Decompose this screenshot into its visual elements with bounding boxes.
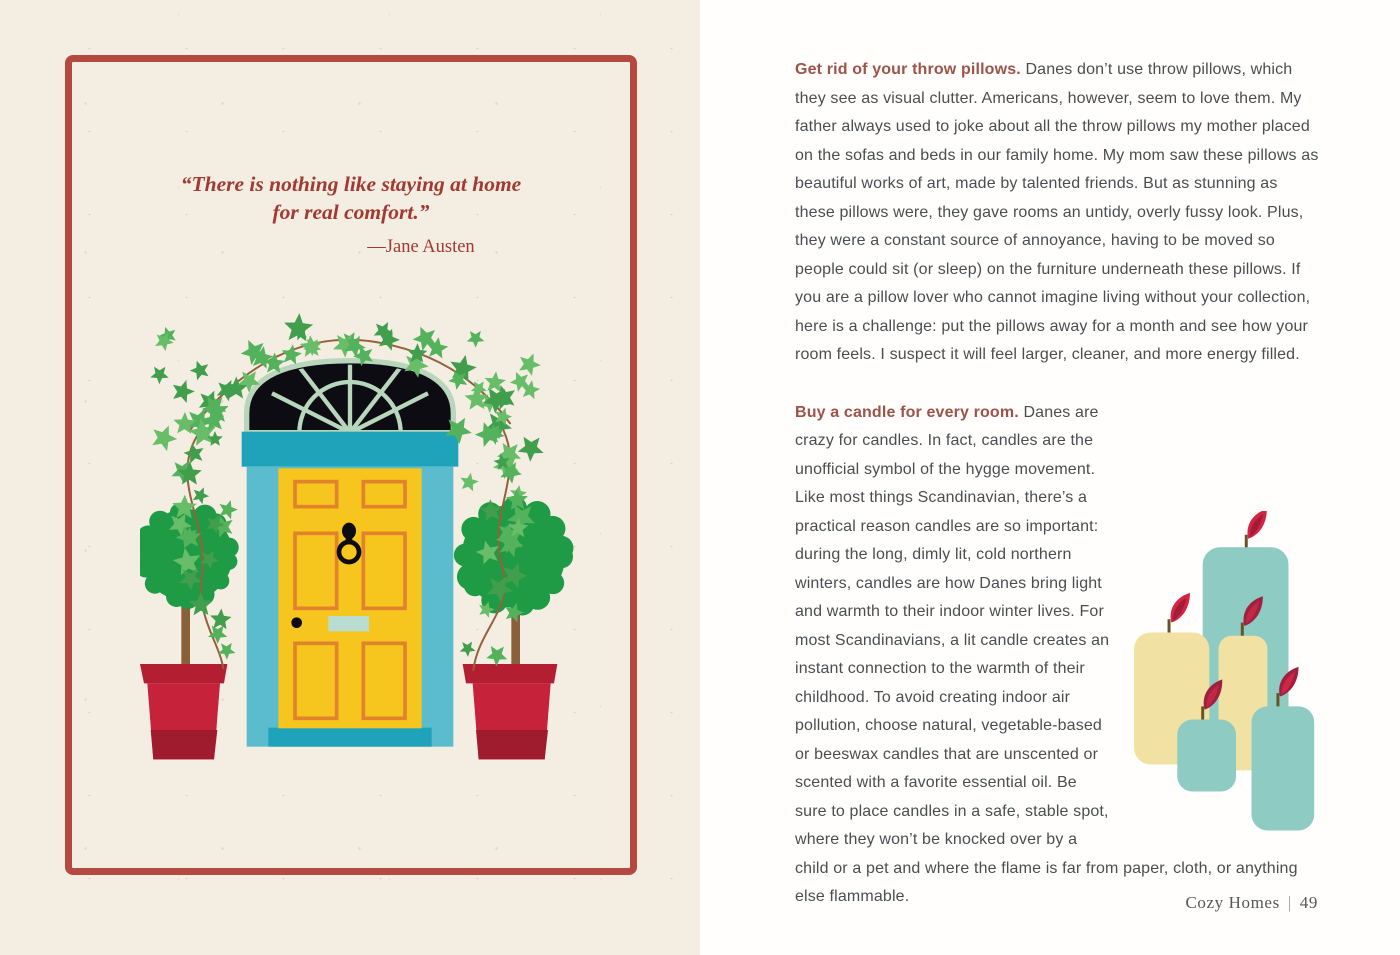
five-candles-art xyxy=(1125,511,1320,841)
footer-page-number: 49 xyxy=(1299,893,1318,912)
quote-line-2: for real comfort.” xyxy=(272,200,430,224)
right-page xyxy=(700,0,1400,955)
left-planter-pot xyxy=(140,664,227,759)
right-planter-pot xyxy=(463,664,558,759)
footer-section-title: Cozy Homes xyxy=(1185,893,1280,912)
fanlight-window xyxy=(247,361,454,433)
paragraph-candles xyxy=(795,399,1320,912)
candles-illustration xyxy=(1125,511,1320,841)
right-topiary xyxy=(454,496,574,673)
door-knob xyxy=(291,617,302,628)
body-text-column xyxy=(795,56,1320,912)
door-threshold xyxy=(268,728,431,747)
footer-separator: | xyxy=(1287,893,1292,912)
running-footer xyxy=(1185,893,1318,913)
paragraph-throw-pillows xyxy=(795,56,1320,370)
quote-attribution: —Jane Austen xyxy=(367,237,475,257)
paragraph-throw-pillows-body: Danes don’t use throw pillows, which they see as visual clutter. Americans, however, seem to love them. My father always used to joke about all the throw pillows my mother placed on the sofas and beds in our family home. My mom saw these pillows as beautiful works of art, made by talented friends. But as stunning as these pillows were, they gave rooms an untidy, overly fussy look. Plus, they were a constant source of annoyance, having to be moved so people could sit (or sleep) on the furniture underneath these pillows. If you are a pillow lover who cannot imagine living without your collection, here is a challenge: put the pillows away for a month and see how your room feels. I suspect it will feel larger, cleaner, and more energy filled. xyxy=(795,61,1319,363)
door-lintel xyxy=(242,432,459,467)
quote-line-1: “There is nothing like staying at home xyxy=(180,172,522,196)
lead-in-throw-pillows: Get rid of your throw pillows. xyxy=(795,61,1021,78)
front-door-illustration xyxy=(140,310,580,770)
pull-quote xyxy=(65,170,637,258)
lead-in-candles: Buy a candle for every room. xyxy=(795,403,1019,421)
letter-slot xyxy=(328,616,369,631)
paragraph-candles-body: Danes are crazy for candles. In fact, candles are the unofficial symbol of the hygge movement. Like most things Scandinavian, there’s a practical reason candles are so important: during the long, dimly lit, cold northern winters, candles are how Danes bring light and warmth to their indoor winter lives. For most Scandinavians, a lit candle creates an instant connection to the warmth of their childhood. To avoid creating indoor air pollution, choose natural, vegetable-based or beeswax candles that are unscented or scented with a favorite essential oil. Be sure to place candles in a safe, stable spot, where they won’t be knocked over by a child or a pet and where the flame is far from paper, cloth, or anything else flammable. xyxy=(795,403,1298,905)
